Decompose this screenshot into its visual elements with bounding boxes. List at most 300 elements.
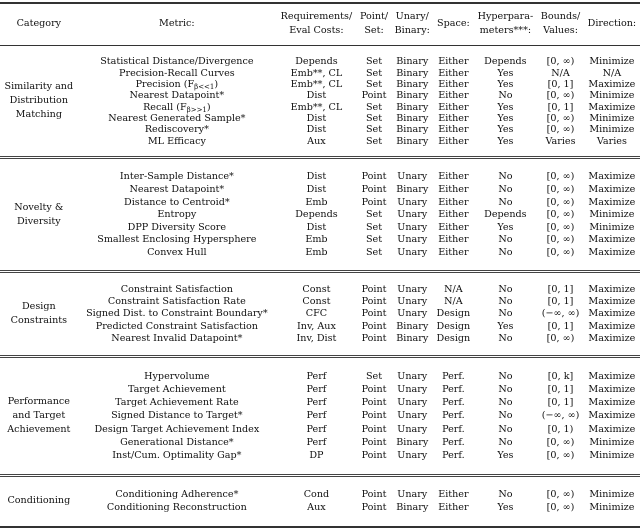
header-text: Values:	[543, 25, 578, 37]
space-cell: Either	[438, 246, 469, 258]
bounds-cell: (−∞, ∞)	[541, 308, 580, 320]
requirements-cell: Perf	[306, 436, 327, 448]
metric-cell	[78, 409, 276, 422]
space-cell: Either	[438, 171, 469, 183]
table-row	[0, 68, 640, 79]
table-row	[0, 396, 640, 409]
requirements-cell: Perf	[306, 423, 327, 435]
header-text: Space:	[437, 18, 470, 30]
header-bounds	[537, 3, 584, 45]
table-row	[0, 101, 640, 112]
metric-cell	[78, 436, 276, 449]
hyperparameters-cell: No	[498, 308, 513, 320]
metric-cell	[78, 90, 276, 101]
space-cell: Either	[438, 209, 469, 221]
direction-cell: Minimize	[589, 112, 635, 124]
direction-cell: Minimize	[589, 502, 635, 514]
space-cell: Either	[438, 502, 469, 514]
direction-cell: Maximize	[588, 101, 636, 113]
point-set-cell: Point	[361, 308, 387, 320]
hyperparameters-cell: No	[498, 423, 513, 435]
bounds-cell: [0, ∞)	[546, 489, 575, 501]
table-row	[0, 183, 640, 196]
requirements-cell: Perf	[306, 384, 327, 396]
unary-binary-cell: Unary	[397, 397, 428, 409]
metric-name: Conditioning Adherence*	[115, 489, 239, 501]
space-cell: Perf.	[442, 436, 465, 448]
hyperparameters-cell: Yes	[497, 320, 514, 332]
space-cell: Design	[436, 320, 471, 332]
table-row	[0, 501, 640, 514]
category-label: Conditioning	[7, 495, 71, 507]
requirements-cell: Dist	[306, 183, 327, 195]
metric-cell	[78, 383, 276, 396]
metric-name: Conditioning Reconstruction	[106, 502, 247, 514]
point-set-cell: Set	[365, 112, 383, 124]
metric-name: Constraint Satisfaction Rate	[107, 296, 246, 308]
metric-cell	[78, 246, 276, 259]
hyperparameters-cell: No	[498, 436, 513, 448]
table-row	[0, 436, 640, 449]
requirements-cell: Aux	[307, 135, 326, 147]
metric-name: Predicted Constraint Satisfaction	[95, 320, 258, 332]
category-label: and Target	[12, 409, 66, 421]
direction-cell: Minimize	[589, 436, 635, 448]
metric-name: Precision (F	[135, 79, 195, 91]
unary-binary-cell: Unary	[397, 423, 428, 435]
metric-name: Constraint Satisfaction	[120, 284, 233, 296]
direction-cell: Maximize	[588, 171, 636, 183]
header-text: Binary:	[394, 25, 430, 37]
point-set-cell: Point	[361, 320, 387, 332]
direction-cell: Maximize	[588, 183, 636, 195]
metric-cell	[78, 68, 276, 79]
table-row	[0, 79, 640, 90]
space-cell: Either	[438, 90, 469, 102]
unary-binary-cell: Binary	[396, 436, 429, 448]
point-set-cell: Point	[361, 196, 387, 208]
hyperparameters-cell: No	[498, 183, 513, 195]
direction-cell: Minimize	[589, 90, 635, 102]
bounds-cell: [0, 1]	[547, 320, 574, 332]
space-cell: Either	[438, 183, 469, 195]
metric-cell	[78, 183, 276, 196]
unary-binary-cell: Unary	[397, 489, 428, 501]
table-row	[0, 488, 640, 501]
point-set-cell: Set	[365, 370, 383, 382]
metric-cell	[78, 423, 276, 436]
bounds-cell: [0, ∞)	[546, 221, 575, 233]
metric-name: Recall (F	[143, 101, 187, 113]
metric-name: Precision-Recall Curves	[119, 67, 235, 79]
point-set-cell: Point	[361, 284, 387, 296]
metric-name: Target Achievement	[127, 384, 226, 396]
space-cell: Either	[438, 112, 469, 124]
category-label: Constraints	[10, 314, 68, 326]
unary-binary-cell: Binary	[396, 332, 429, 344]
hyperparameters-cell: Yes	[497, 101, 514, 113]
space-cell: Either	[438, 124, 469, 136]
metric-cell	[78, 449, 276, 462]
point-set-cell: Set	[365, 101, 383, 113]
unary-binary-cell: Unary	[397, 234, 428, 246]
header-text: Bounds/	[540, 11, 581, 23]
category-label: Performance	[7, 395, 70, 407]
point-set-cell: Point	[361, 332, 387, 344]
requirements-cell: Perf	[306, 410, 327, 422]
direction-cell: Maximize	[588, 234, 636, 246]
hyperparameters-cell: Yes	[497, 221, 514, 233]
table-row	[0, 449, 640, 462]
space-cell: Perf.	[442, 410, 465, 422]
point-set-cell: Set	[365, 246, 383, 258]
space-cell: Either	[438, 234, 469, 246]
requirements-cell: Perf	[306, 397, 327, 409]
bounds-cell: [0, ∞)	[546, 196, 575, 208]
metric-suffix: )	[214, 79, 219, 91]
point-set-cell: Point	[361, 410, 387, 422]
space-cell: Either	[438, 196, 469, 208]
bounds-cell: [0, 1]	[547, 397, 574, 409]
hyperparameters-cell: No	[498, 384, 513, 396]
unary-binary-cell: Binary	[396, 79, 429, 91]
bounds-cell: [0, ∞)	[546, 112, 575, 124]
bounds-cell: [0, ∞)	[546, 90, 575, 102]
direction-cell: Maximize	[588, 296, 636, 308]
metric-cell	[78, 196, 276, 209]
unary-binary-cell: Unary	[397, 410, 428, 422]
unary-binary-cell: Unary	[397, 384, 428, 396]
bounds-cell: [0, 1]	[547, 296, 574, 308]
hyperparameters-cell: Yes	[497, 79, 514, 91]
space-cell: Perf.	[442, 370, 465, 382]
direction-cell: Maximize	[588, 284, 636, 296]
metric-name: Nearest Generated Sample*	[108, 112, 246, 124]
point-set-cell: Set	[365, 234, 383, 246]
bounds-cell: [0, 1]	[547, 284, 574, 296]
header-text: Point/	[359, 11, 389, 23]
unary-binary-cell: Binary	[396, 56, 429, 68]
unary-binary-cell: Unary	[397, 171, 428, 183]
metric-name: Inter-Sample Distance*	[119, 171, 234, 183]
metric-cell	[78, 370, 276, 383]
category-label: Similarity and	[4, 81, 74, 93]
table-row	[0, 296, 640, 308]
requirements-cell: Dist	[306, 171, 327, 183]
direction-cell: Maximize	[588, 370, 636, 382]
header-point-set	[357, 3, 391, 45]
metric-cell	[78, 308, 276, 320]
point-set-cell: Set	[365, 209, 383, 221]
hyperparameters-cell: No	[498, 332, 513, 344]
header-text: Category	[16, 18, 62, 30]
hyperparameters-cell: No	[498, 397, 513, 409]
metric-name: Signed Distance to Target*	[111, 410, 243, 422]
group-performance-and-target-achievement	[0, 357, 640, 476]
unary-binary-cell: Unary	[397, 308, 428, 320]
bounds-cell: [0, ∞)	[546, 246, 575, 258]
hyperparameters-cell: No	[498, 171, 513, 183]
category-cell	[0, 488, 78, 514]
direction-cell: Minimize	[589, 221, 635, 233]
requirements-cell: Dist	[306, 90, 327, 102]
bounds-cell: [0, ∞)	[546, 502, 575, 514]
metric-name: Rediscovery*	[144, 124, 209, 136]
metric-name: Entropy	[157, 209, 197, 221]
hyperparameters-cell: Yes	[497, 67, 514, 79]
metric-cell	[78, 56, 276, 67]
requirements-cell: Dist	[306, 112, 327, 124]
table-row	[0, 370, 640, 383]
metric-suffix: )	[206, 101, 211, 113]
space-cell: Perf.	[442, 423, 465, 435]
space-cell: Either	[438, 101, 469, 113]
metric-name: Hypervolume	[144, 370, 210, 382]
point-set-cell: Point	[361, 296, 387, 308]
table-row	[0, 332, 640, 344]
metric-name: Design Target Achievement Index	[94, 423, 260, 435]
direction-cell: Maximize	[588, 384, 636, 396]
metric-cell	[78, 221, 276, 234]
table-row	[0, 171, 640, 184]
requirements-cell: Emb**, CL	[290, 67, 343, 79]
bounds-cell: [0, 1]	[547, 79, 574, 91]
metrics-table	[0, 2, 640, 528]
hyperparameters-cell: Yes	[497, 124, 514, 136]
metric-cell	[78, 113, 276, 124]
direction-cell: Varies	[596, 135, 627, 147]
table-header	[0, 3, 640, 45]
metric-cell	[78, 396, 276, 409]
space-cell: Either	[438, 489, 469, 501]
bounds-cell: [0, ∞)	[546, 332, 575, 344]
unary-binary-cell: Unary	[397, 246, 428, 258]
direction-cell: Maximize	[588, 320, 636, 332]
requirements-cell: Emb	[305, 234, 328, 246]
space-cell: N/A	[444, 296, 463, 308]
hyperparameters-cell: Depends	[484, 56, 527, 68]
bounds-cell: [0, k]	[547, 370, 574, 382]
space-cell: Perf.	[442, 450, 465, 462]
group-conditioning	[0, 475, 640, 527]
unary-binary-cell: Unary	[397, 209, 428, 221]
metric-name: Nearest Invalid Datapoint*	[111, 332, 243, 344]
unary-binary-cell: Binary	[396, 183, 429, 195]
hyperparameters-cell: No	[498, 246, 513, 258]
space-cell: Either	[438, 221, 469, 233]
bounds-cell: N/A	[551, 67, 570, 79]
point-set-cell: Point	[361, 502, 387, 514]
hyperparameters-cell: No	[498, 296, 513, 308]
unary-binary-cell: Unary	[397, 221, 428, 233]
hyperparameters-cell: Yes	[497, 450, 514, 462]
header-unary-binary	[391, 3, 433, 45]
space-cell: Design	[436, 332, 471, 344]
table-row	[0, 196, 640, 209]
category-cell	[0, 56, 78, 146]
space-cell: Either	[438, 135, 469, 147]
requirements-cell: Inv, Aux	[297, 320, 336, 332]
direction-cell: N/A	[602, 67, 622, 79]
metric-cell	[78, 171, 276, 184]
point-set-cell: Point	[361, 423, 387, 435]
table-row	[0, 246, 640, 259]
space-cell: Either	[438, 56, 469, 68]
direction-cell: Minimize	[589, 124, 635, 136]
bounds-cell: [0, ∞)	[546, 234, 575, 246]
table-row	[0, 90, 640, 101]
hyperparameters-cell: Yes	[497, 112, 514, 124]
space-cell: Either	[438, 79, 469, 91]
hyperparameters-cell: No	[498, 196, 513, 208]
table-row	[0, 423, 640, 436]
point-set-cell: Set	[365, 221, 383, 233]
header-space	[433, 3, 473, 45]
category-cell	[0, 284, 78, 345]
hyperparameters-cell: Yes	[497, 135, 514, 147]
space-cell: Perf.	[442, 384, 465, 396]
requirements-cell: Perf	[306, 370, 327, 382]
unary-binary-cell: Binary	[396, 90, 429, 102]
category-label: Design	[21, 300, 56, 312]
unary-binary-cell: Binary	[396, 320, 429, 332]
metric-cell	[78, 488, 276, 501]
bounds-cell: [0, 1)	[547, 423, 574, 435]
metric-subscript: β<<1	[194, 83, 215, 92]
space-cell: Either	[438, 67, 469, 79]
category-label: Diversity	[16, 215, 61, 227]
requirements-cell: Dist	[306, 221, 327, 233]
requirements-cell: Emb**, CL	[290, 79, 343, 91]
metric-cell	[78, 501, 276, 514]
unary-binary-cell: Unary	[397, 284, 428, 296]
point-set-cell: Point	[361, 450, 387, 462]
bounds-cell: [0, ∞)	[546, 436, 575, 448]
table-row	[0, 234, 640, 247]
bounds-cell: [0, 1]	[547, 384, 574, 396]
table-row	[0, 208, 640, 221]
unary-binary-cell: Binary	[396, 124, 429, 136]
bounds-cell: (−∞, ∞)	[541, 410, 580, 422]
table-row	[0, 308, 640, 320]
requirements-cell: Emb	[305, 246, 328, 258]
direction-cell: Minimize	[589, 56, 635, 68]
metric-cell	[78, 332, 276, 344]
metric-name: Nearest Datapoint*	[129, 183, 225, 195]
unary-binary-cell: Unary	[397, 450, 428, 462]
header-metric	[78, 3, 276, 45]
metric-cell	[78, 135, 276, 146]
metric-name: Target Achievement Rate	[115, 397, 239, 409]
header-hyperparameters	[474, 3, 538, 45]
table-row	[0, 221, 640, 234]
metric-name: Signed Dist. to Constraint Boundary*	[86, 308, 268, 320]
point-set-cell: Point	[361, 171, 387, 183]
category-label: Matching	[15, 109, 62, 121]
metric-name: Generational Distance*	[120, 436, 234, 448]
bounds-cell: [0, ∞)	[546, 209, 575, 221]
table-row	[0, 383, 640, 396]
table-row	[0, 56, 640, 67]
table-row	[0, 320, 640, 332]
unary-binary-cell: Binary	[396, 101, 429, 113]
point-set-cell: Set	[365, 79, 383, 91]
metric-cell	[78, 79, 276, 90]
direction-cell: Maximize	[588, 423, 636, 435]
direction-cell: Maximize	[588, 308, 636, 320]
point-set-cell: Set	[365, 56, 383, 68]
category-label: Achievement	[7, 423, 71, 435]
unary-binary-cell: Unary	[397, 370, 428, 382]
header-category	[0, 3, 78, 45]
point-set-cell: Set	[365, 124, 383, 136]
metric-name: Nearest Datapoint*	[129, 90, 225, 102]
category-cell	[0, 370, 78, 462]
category-label: Novelty &	[14, 201, 64, 213]
hyperparameters-cell: No	[498, 410, 513, 422]
bounds-cell: [0, ∞)	[546, 171, 575, 183]
header-text: Unary/	[395, 11, 429, 23]
metric-cell	[78, 296, 276, 308]
metric-name: ML Efficacy	[147, 135, 206, 147]
direction-cell: Maximize	[588, 196, 636, 208]
point-set-cell: Point	[361, 183, 387, 195]
category-label: Distribution	[9, 95, 69, 107]
hyperparameters-cell: Depends	[484, 209, 527, 221]
requirements-cell: Const	[302, 284, 331, 296]
hyperparameters-cell: No	[498, 489, 513, 501]
metric-cell	[78, 284, 276, 296]
header-text: Direction:	[587, 18, 637, 30]
point-set-cell: Point	[361, 384, 387, 396]
requirements-cell: Const	[302, 296, 331, 308]
table-row	[0, 284, 640, 296]
header-text: Hyperpara-	[477, 11, 534, 23]
hyperparameters-cell: No	[498, 370, 513, 382]
header-text: Eval Costs:	[289, 25, 344, 37]
group-similarity-and-distribution-matching	[0, 45, 640, 158]
direction-cell: Maximize	[588, 332, 636, 344]
direction-cell: Maximize	[588, 397, 636, 409]
group-design-constraints	[0, 271, 640, 356]
bounds-cell: [0, ∞)	[546, 183, 575, 195]
direction-cell: Maximize	[588, 246, 636, 258]
unary-binary-cell: Binary	[396, 135, 429, 147]
metric-subscript: β>>1	[186, 105, 207, 114]
point-set-cell: Point	[361, 436, 387, 448]
metric-name: Convex Hull	[147, 246, 207, 258]
metric-name: DPP Diversity Score	[127, 221, 227, 233]
header-direction	[584, 3, 640, 45]
category-cell	[0, 171, 78, 259]
metric-cell	[78, 234, 276, 247]
requirements-cell: CFC	[305, 308, 328, 320]
metric-name: Distance to Centroid*	[124, 196, 230, 208]
direction-cell: Maximize	[588, 79, 636, 91]
requirements-cell: Inv, Dist	[296, 332, 337, 344]
requirements-cell: Dist	[306, 124, 327, 136]
bounds-cell: [0, ∞)	[546, 450, 575, 462]
requirements-cell: Emb**, CL	[290, 101, 343, 113]
bounds-cell: [0, ∞)	[546, 56, 575, 68]
header-requirements	[276, 3, 357, 45]
hyperparameters-cell: No	[498, 284, 513, 296]
group-novelty-diversity	[0, 158, 640, 271]
space-cell: Perf.	[442, 397, 465, 409]
table-row	[0, 409, 640, 422]
point-set-cell: Point	[361, 397, 387, 409]
bounds-cell: [0, 1]	[547, 101, 574, 113]
